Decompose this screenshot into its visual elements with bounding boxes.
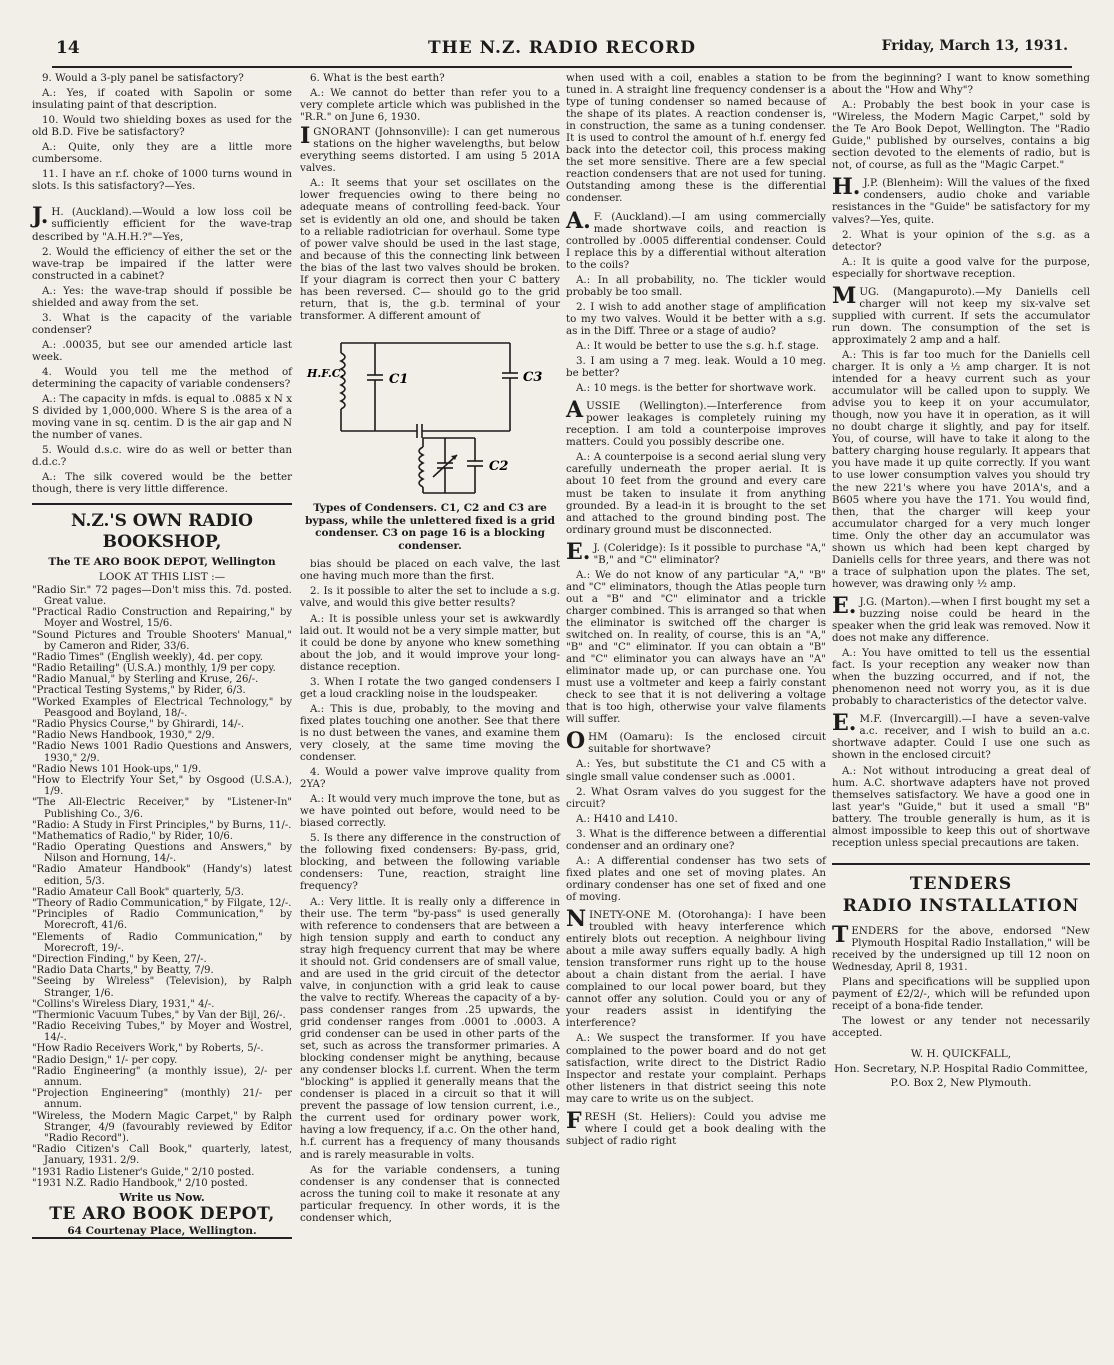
book-item: "Radio Retailing" (U.S.A.) monthly, 1/9 per copy.	[32, 663, 276, 675]
question: 2. What Osram valves do you suggest for the circuit?	[566, 785, 826, 810]
book-item: "How to Electrify Your Set," by Osgood (U.S.A.), 1/9.	[32, 774, 292, 798]
answer: A.: Not without introducing a great deal of hum. A.C. shortwave adapters have not proved themselves satisfactory. We have a good one in last year's "Guide," but it used a small "B" battery. The trouble generally is hum, as it is almost impossible to keep this out of shortwave reception unless special precautions are taken.	[832, 764, 1090, 849]
query-text: H. (Auckland).—Would a low loss coil be sufficiently efficient for the wave-trap described by "A.H.H.?"—Yes,	[32, 206, 292, 243]
question: 2. Would the efficiency of either the set or the wave-trap be impaired if the latter were constructed in a cabinet?	[32, 245, 292, 282]
book-item: "1931 Radio Listener's Guide," 2/10 posted.	[32, 1166, 255, 1178]
book-item: "Worked Examples of Electrical Technology," by Peasgood and Boyland, 18/-.	[32, 696, 292, 719]
bookshop-depot-name: TE ARO BOOK DEPOT,	[49, 1203, 275, 1224]
book-item: "Radio Amateur Call Book" quarterly, 5/3.	[32, 886, 244, 898]
answer: bias should be placed on each valve, the last one having much more than the first.	[300, 558, 560, 583]
book-item: "Radio Engineering" (a monthly issue), 2/- per annum.	[32, 1065, 292, 1089]
signer-name: W. H. QUICKFALL,	[910, 1048, 1012, 1061]
query-ninety-one	[566, 906, 826, 1030]
query-hjp	[832, 174, 1090, 226]
paragraph: As for the variable condensers, a tuning condenser is any condenser that is connected across the tuning coil to make it resonate at any particular frequency. In other words, it is the condenser which,	[300, 1163, 560, 1224]
query-ignorant	[300, 123, 560, 175]
book-item: "Radio Receiving Tubes," by Moyer and Wostrel, 14/-.	[32, 1021, 292, 1044]
book-item: "Practical Radio Construction and Repairing," by Moyer and Wostrel, 15/6.	[32, 607, 292, 630]
query-ej	[566, 538, 826, 566]
drop-cap: E.	[832, 710, 857, 737]
book-item: "Principles of Radio Communication," by Morecroft, 41/6.	[32, 909, 292, 932]
tenders-body: Plans and specifications will be supplied upon payment of £2/2/-, which will be refunded upon receipt of a bona-fide tender.	[832, 976, 1090, 1013]
question: 4. Would a power valve improve quality from 2YA?	[300, 766, 560, 791]
answer: A.: H410 and L410.	[576, 812, 678, 825]
drop-cap: T	[832, 922, 849, 949]
answer: A.: It would very much improve the tone, but as we have pointed out before, would need to be biased correctly.	[300, 793, 560, 830]
book-item: "Mathematics of Radio," by Rider, 10/6.	[32, 830, 233, 842]
answer: A.: A counterpoise is a second aerial slung very carefully underneath the proper aerial. It is about 10 feet from the ground and every care must be taken to insulate it from anything grounded. By a lead-in it is brought to the set and attached to the ground binding post. The ordinary ground must be disconnected.	[566, 451, 826, 536]
tenders-text: ENDERS for the above, endorsed "New Plymouth Hospital Radio Installation," will be received by the undersigned up till 12 noon on Wednesday, April 8, 1931.	[832, 925, 1090, 974]
signer-address: P.O. Box 2, New Plymouth.	[890, 1076, 1032, 1089]
query-fresh	[566, 1107, 826, 1147]
answer: A.: It is quite a good valve for the purpose, especially for shortwave reception.	[832, 255, 1090, 280]
signer-title: Hon. Secretary, N.P. Hospital Radio Committee,	[834, 1062, 1088, 1075]
paragraph: from the beginning? I want to know something about the "How and Why"?	[832, 72, 1090, 97]
answer: A.: Quite, only they are a little more cumbersome.	[32, 141, 292, 166]
answer: A.: This is due, probably, to the moving and fixed plates touching one another. See that there is no dust between the vanes, and examine them very closely, at the same time moving the condenser.	[300, 702, 560, 764]
book-item: "Thermionic Vacuum Tubes," by Van der Bijl, 26/-.	[32, 1009, 286, 1021]
tenders-body: The lowest or any tender not necessarily accepted.	[832, 1015, 1090, 1040]
book-item: "Projection Engineering" (monthly) 21/- per annum.	[32, 1088, 292, 1111]
c1-label: C1	[389, 371, 409, 387]
book-item: "The All-Electric Receiver," by "Listener-In" Publishing Co., 3/6.	[32, 797, 292, 820]
column-4	[832, 72, 1090, 1090]
drop-cap: F	[566, 1107, 582, 1134]
answer: A.: A differential condenser has two sets of fixed plates and one set of moving plates. An ordinary condenser has one set of fixed and one of moving.	[566, 854, 826, 903]
answer: A.: Yes, if coated with Sapolin or some insulating paint of that description.	[32, 87, 292, 112]
question: 2. What is your opinion of the s.g. as a detector?	[832, 228, 1090, 253]
book-item: "Radio Times" (English weekly), 4d. per copy.	[32, 651, 263, 663]
answer: A.: .00035, but see our amended article last week.	[32, 338, 292, 363]
bookshop-look: LOOK AT THIS LIST :—	[98, 570, 226, 583]
question: 3. What is the capacity of the variable condenser?	[32, 311, 292, 336]
bookshop-advert	[32, 503, 292, 1238]
bookshop-title: N.Z.'S OWN RADIO BOOKSHOP,	[71, 511, 253, 552]
diagram-caption: Types of Condensers. C1, C2 and C3 are bypass, while the unlettered fixed is a grid condenser. C3 on page 16 is a blocking condenser.	[305, 501, 555, 552]
page-number: 14	[56, 38, 80, 58]
condenser-circuit-diagram	[305, 325, 555, 500]
answer: A.: This is far too much for the Daniells cell charger. It is only a ½ amp charger. It is not intended for a heavy current such as your accumulator will be called upon to supply. We advise you to keep it on your accumulator, though, now you have it in operation, as it will no doubt charge it slightly, and pay for itself. You, of course, will have to take it along to the battery charging house regularly. It appears that you have made it up quite correctly. If you want to use lower consumption valves you should try the new 221's where you have 201A's, and a B605 where you have the 171. You would find, then, that the charger will keep your accumulator charged for a very much longer time. Only the other day an accumulator was shown us which had been kept charged by Daniells cells for three years, and there was not a trace of sulphation upon the plates. The set, however, was drawing only ½ amp.	[832, 348, 1090, 590]
query-mug	[832, 282, 1090, 346]
page-header	[52, 34, 1072, 68]
question: 4. Would you tell me the method of determining the capacity of variable condensers?	[32, 365, 292, 391]
query-emf	[832, 710, 1090, 762]
book-item: "Radio News 1001 Radio Questions and Answers, 1930," 2/9.	[32, 741, 292, 764]
bookshop-write: Write us Now.	[119, 1190, 205, 1204]
query-text: M.F. (Invercargill).—I have a seven-valve a.c. receiver, and I wish to build an a.c. shortwave adapter. Could I use one such as shown in the enclosed circuit?	[832, 713, 1090, 762]
question: 2. I wish to add another stage of amplification to my two valves. Would it be better with a s.g. as in the Diff. Three or a stage of audio?	[566, 300, 826, 337]
answer: A.: Very little. It is really only a difference in their use. The term "by-pass" is used generally with reference to condensers that are between a high tension supply and earth to conduct any stray high frequency current that may be where it should not. Grid condensers are of small value, and are used in the grid circuit of the detector valve, in conjunction with a grid leak to cause the valve to rectify. Whereas the capacity of a by-pass condenser ranges from .25 upwards, the grid condenser ranges from .0001 to .0003. A grid condenser can be used in other parts of the set, such as across the transformer primaries. A blocking condenser might be anything, because any condenser blocks l.f. current. When the term "blocking" is applied it generally means that the condenser is placed in a circuit so that it will prevent the passage of low tension current, i.e., the current used for ordinary power work, having a low frequency, if a.c. On the other hand, h.f. current has a frequency of many thousands and is rarely measurable in volts.	[300, 895, 560, 1161]
book-item: "Radio Amateur Handbook" (Handy's) latest edition, 5/3.	[32, 864, 292, 887]
tenders-subtitle: RADIO INSTALLATION	[842, 895, 1080, 916]
book-item: "Collins's Wireless Diary, 1931," 4/-.	[32, 998, 215, 1010]
answer: A.: The silk covered would be the better though, there is very little difference.	[32, 471, 292, 496]
c3-label: C3	[523, 369, 543, 385]
drop-cap: J.	[32, 203, 49, 230]
drop-cap: H.	[832, 174, 861, 201]
query-text: J.G. (Marton).—when I first bought my set a buzzing noise could be heard in the speaker when the grid leak was removed. Now it does not make any difference.	[832, 595, 1090, 645]
book-item: "Radio News Handbook, 1930," 2/9.	[32, 730, 215, 742]
book-item: "Radio Physics Course," by Ghirardi, 14/-.	[32, 719, 245, 731]
query-text: RESH (St. Heliers): Could you advise me where I could get a book dealing with the subject of radio right	[566, 1110, 826, 1147]
answer: A.: We do not know of any particular "A," "B" and "C" eliminators, though the Atlas people turn out a "B" and "C" eliminator and a trickle charger combined. This is arranged so that when the eliminator is switched off the charger is switched on. In reality, of course, this is an "A," "B" and "C" eliminator. If you can obtain a "B" and "C" eliminator you can always have an "A" eliminator made up, or can purchase one. You must use a voltmeter and keep a fairly constant check to see that it is not delivering a voltage that is too high, otherwise your valve filaments will suffer.	[566, 568, 826, 726]
tenders-body	[832, 922, 1090, 974]
drop-cap: N	[566, 906, 587, 932]
book-item: "Seeing by Wireless" (Television), by Ralph Stranger, 1/6.	[32, 976, 292, 999]
query-af	[566, 207, 826, 271]
answer: A.: It is possible unless your set is awkwardly laid out. It would not be a very simple matter, but it could be done by anyone who knew something about the job, and it would improve your long-distance reception.	[300, 612, 560, 673]
tenders-notice	[832, 863, 1090, 1090]
answer: A.: We suspect the transformer. If you have complained to the power board and do not get satisfaction, write direct to the District Radio Inspector and restate your complaint. Perhaps other listeners in that district seeing this note may care to write us on the subject.	[566, 1032, 826, 1105]
book-item: "Wireless, the Modern Magic Carpet," by Ralph Stranger, 4/9 (favourably reviewed by Editor "Radio Record").	[32, 1110, 292, 1144]
answer: A.: Yes: the wave-trap should if possible be shielded and away from the set.	[32, 284, 292, 309]
query-text: J. (Coleridge): Is it possible to purchase "A," "B," and "C" eliminator?	[593, 541, 826, 566]
query-text: UG. (Mangapuroto).—My Daniells cell charger will not keep my six-valve set supplied with current. If sets the accumulator run down. The consumption of the set is approximately 2 amp and a half.	[832, 285, 1090, 346]
question: 3. What is the difference between a differential condenser and an ordinary one?	[566, 827, 826, 852]
question: 9. Would a 3-ply panel be satisfactory?	[42, 72, 244, 84]
book-item: "Theory of Radio Communication," by Filgate, 12/-.	[32, 898, 292, 910]
book-item: "1931 N.Z. Radio Handbook," 2/10 posted.	[32, 1177, 248, 1189]
question: 5. Is there any difference in the construction of the following fixed condensers: By-pass, grid, blocking, and between the following variable condensers: Tune, reaction, straight line frequency?	[300, 832, 560, 893]
book-item: "How Radio Receivers Work," by Roberts, 5/-.	[32, 1043, 264, 1055]
query-text: GNORANT (Johnsonville): I can get numerous stations on the higher wavelengths, but below everything seems distorted. I am using 5 201A valves.	[300, 126, 560, 175]
query-text: J.P. (Blenheim): Will the values of the fixed condensers, audio choke and variable resistances in the "Guide" be satisfactory for my valves?—Yes, quite.	[832, 177, 1090, 226]
answer: A.: In all probability, no. The tickler would probably be too small.	[566, 273, 826, 298]
book-item: "Radio Data Charts," by Beatty, 7/9.	[32, 965, 214, 977]
drop-cap: O	[566, 728, 586, 755]
book-item: "Elements of Radio Communication," by Morecroft, 19/-.	[32, 931, 292, 954]
publication-title: THE N.Z. RADIO RECORD	[428, 38, 696, 58]
book-item: "Radio Citizen's Call Book," quarterly, latest, January, 1931. 2/9.	[32, 1144, 292, 1167]
question: 11. I have an r.f. choke of 1000 turns wound in slots. Is this satisfactory?—Yes.	[32, 168, 292, 193]
query-jh	[32, 203, 292, 243]
answer: A.: We cannot do better than refer you to a very complete article which was published in the "R.R." on June 6, 1930.	[300, 87, 560, 124]
answer: A.: The capacity in mfds. is equal to .0885 x N x S divided by 1,000,000. Where S is the area of a moving vane in sq. centim. D is the air gap and N the number of vanes.	[32, 393, 292, 442]
book-item: "Radio Operating Questions and Answers," by Nilson and Hornung, 14/-.	[32, 842, 292, 865]
drop-cap: A	[566, 397, 584, 424]
book-item: "Radio Design," 1/- per copy.	[32, 1054, 178, 1066]
question: 6. What is the best earth?	[310, 72, 445, 84]
book-item: "Direction Finding," by Keen, 27/-.	[32, 953, 207, 965]
answer: A.: Yes, but substitute the C1 and C5 with a single small value condenser such as .0001.	[566, 758, 826, 783]
book-item: "Practical Testing Systems," by Rider, 6/3.	[32, 685, 246, 697]
tenders-title: TENDERS	[909, 873, 1013, 894]
question: 3. I am using a 7 meg. leak. Would a 10 meg. be better?	[566, 355, 826, 380]
question: 5. Would d.s.c. wire do as well or better than d.d.c.?	[32, 444, 292, 469]
drop-cap: M	[832, 282, 857, 309]
answer: A.: 10 megs. is the better for shortwave work.	[576, 382, 817, 395]
drop-cap: E.	[832, 592, 857, 619]
drop-cap: I	[300, 123, 311, 150]
issue-date: Friday, March 13, 1931.	[881, 38, 1068, 54]
bookshop-address: 64 Courtenay Place, Wellington.	[67, 1224, 257, 1237]
query-text: HM (Oamaru): Is the enclosed circuit suitable for shortwave?	[588, 731, 826, 756]
paragraph: when used with a coil, enables a station to be tuned in. A straight line frequency condenser is a type of tuning condenser so named because of the shape of its plates. A reaction condenser is, in construction, the same as a tuning condenser. It is used to control the amount of h.f. energy fed back into the detector coil, this process making the set more sensitive. There are a few special reaction condensers that are not used for tuning. Outstanding among these is the differential condenser.	[566, 72, 826, 205]
query-text: INETY-ONE M. (Otorohanga): I have been troubled with heavy interference which entirely blots out reception. A neighbour living about a mile away suffers equally badly. A high tension transformer runs right up to the house about a chain distant from the aerial. I have complained to our local power board, but they cannot offer any solution. Could you or any of your readers assist in identifying the interference?	[566, 909, 826, 1030]
answer: A.: Probably the best book in your case is "Wireless, the Modern Magic Carpet," sold by the Te Aro Book Depot, Wellington. The "Radio Guide," published by ourselves, contains a big section devoted to the elements of radio, but is not, of course, as full as the "Magic Carpet."	[832, 99, 1090, 172]
answer: A.: You have omitted to tell us the essential fact. Is your reception any weaker now than when the buzzing occurred, and if not, the phenomenon need not worry you, as it is due probably to characteristics of the detector valve.	[832, 647, 1090, 708]
question: 3. When I rotate the two ganged condensers I get a loud crackling noise in the loudspeaker.	[300, 675, 560, 700]
book-item: "Sound Pictures and Trouble Shooters' Manual," by Cameron and Rider, 33/6.	[32, 629, 292, 652]
book-item: "Radio News 101 Hook-ups," 1/9.	[32, 763, 202, 775]
question: 10. Would two shielding boxes as used for the old B.D. Five be satisfactory?	[32, 114, 292, 139]
hfc-label: H.F.C.	[307, 366, 345, 380]
query-ejg	[832, 592, 1090, 645]
drop-cap: A.	[566, 207, 591, 234]
query-ohm	[566, 728, 826, 756]
book-item: "Radio Manual," by Sterling and Kruse, 26/-.	[32, 674, 259, 686]
column-1	[32, 72, 292, 1239]
tenders-signature	[832, 1047, 1090, 1090]
query-aussie	[566, 397, 826, 449]
answer: A.: It would be better to use the s.g. h.f. stage.	[576, 339, 820, 352]
c2-label: C2	[489, 458, 509, 474]
column-2	[300, 72, 560, 1227]
book-item: "Radio: A Study in First Principles," by Burns, 11/-.	[32, 819, 292, 831]
answer: A.: It seems that your set oscillates on the lower frequencies owing to there being no adequate means of controlling feed-back. Your set is evidently an old one, and should be taken to a reliable radiotrician for overhaul. Some type of power valve should be used in the last stage, and because of this the connecting link between the bias of the last two valves should be broken. If your diagram is correct then your C battery has been reversed. C— should go to the grid return, that is, the g.b. terminal of your transformer. A different amount of	[300, 177, 560, 322]
drop-cap: E.	[566, 538, 591, 565]
query-text: USSIE (Wellington).—Interference from power leakages is completely ruining my reception. I am told a counterpoise improves matters. Could you possibly describe one.	[566, 400, 826, 449]
book-item: "Radio Sir." 72 pages—Don't miss this. 7d. posted. Great value.	[32, 584, 292, 607]
bookshop-subtitle: The TE ARO BOOK DEPOT, Wellington	[48, 556, 276, 569]
column-3	[566, 72, 826, 1150]
query-text: F. (Auckland).—I am using commercially made shortwave coils, and reaction is controlled by .0005 differential condenser. Could I replace this by a differential without alteration to the coils?	[566, 210, 826, 271]
question: 2. Is it possible to alter the set to include a s.g. valve, and would this give better results?	[300, 585, 560, 610]
book-list	[32, 585, 292, 1189]
